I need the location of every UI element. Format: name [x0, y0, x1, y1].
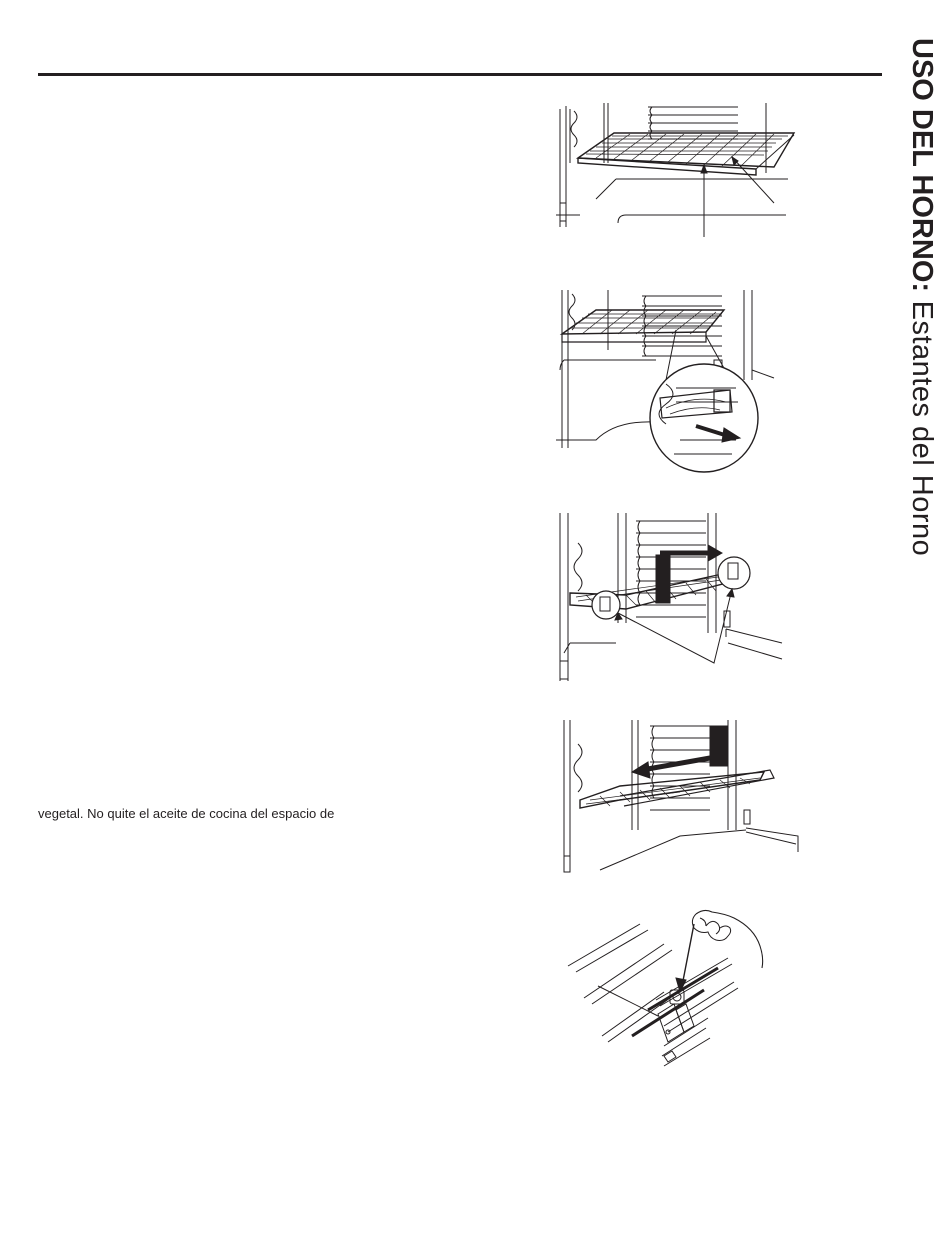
rack-lubrication-figure: [568, 906, 804, 1076]
header-rule: [38, 73, 882, 76]
section-title-light: Estantes del Horno: [906, 292, 938, 557]
paragraph-fragment: vegetal. No quite el aceite de cocina del espacio de: [38, 806, 335, 821]
rack-removal-detail-figure: [556, 290, 774, 474]
section-title-bold: USO DEL HORNO:: [906, 38, 938, 293]
rack-lift-out-figure: [556, 513, 786, 685]
section-title: [905, 38, 939, 556]
rack-extended-figure: [556, 103, 800, 233]
rack-insert-figure: [560, 720, 802, 876]
